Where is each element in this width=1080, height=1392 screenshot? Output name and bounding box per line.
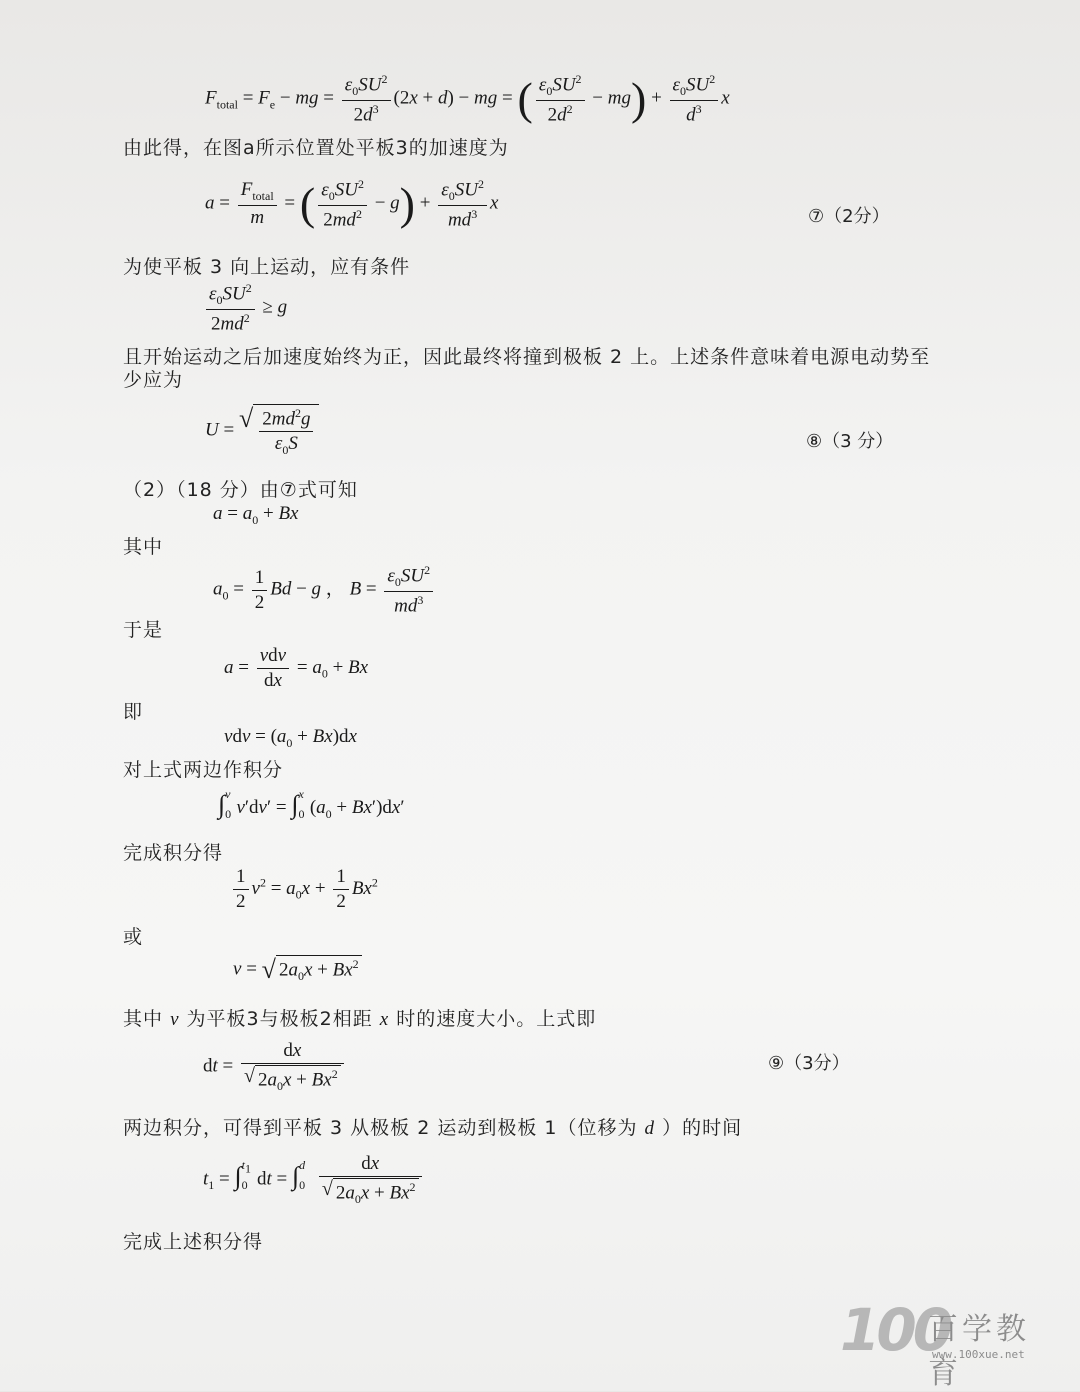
score-mark-9: ⑨（3分） [768,1053,850,1074]
equation-integral: $\int_0^vv'dv' = \int_0^x(a_0 + Bx')dx'$ [218,786,405,821]
text-segment: 两边积分，可得到平板 3 从极板 2 运动到极板 1（位移为 [123,1117,638,1139]
text-line [123,1004,596,1031]
equation-force-total: $F_{total} = F_e$ − mg = $\frac{\varepsilon_0SU^2}{2d^3}$ (2x + d) − mg = ( $\frac{\varepsilon_0SU^2}{2d^2}$ − mg) + $\frac{\varepsilon_0SU^2}{d^3}$ x [205,72,730,126]
var-x: x [379,1009,390,1030]
text-line [123,1113,742,1140]
var-v: v [170,1009,180,1030]
text-line: 由此得，在图a所示位置处平板3的加速度为 [123,137,509,159]
logo-name: 百学教育 [928,1312,1030,1391]
text-line: 完成上述积分得 [123,1231,264,1253]
text-line: （2）（18 分）由⑦式可知 [123,479,358,501]
equation-acceleration: a = $\frac{F_{total}}{m}$ = ( $\frac{\varepsilon_0SU^2}{2md^2}$ − g) + $\frac{\varepsilon_0SU^2}{md^3}$ x [205,177,499,231]
equation-differential: vdv = $(a_0 + Bx)dx$ [224,726,357,750]
text-segment: 时的速度大小。上式即 [396,1008,597,1030]
logo-url: www.100xue.net [932,1348,1025,1361]
watermark-logo [840,1296,1060,1391]
text-line: 其中 [123,536,164,558]
equation-condition: $\frac{\varepsilon_0SU^2}{2md^2}$ ≥ g [203,281,287,335]
text-line: 为使平板 3 向上运动，应有条件 [123,256,411,278]
score-mark-7: ⑦（2分） [808,206,890,227]
var-d: d [644,1118,656,1139]
equation-voltage: U = √ $\frac{2md^2g}{\varepsilon_0S}$ [205,404,319,458]
equation-velocity: v = √ $2a_0x + Bx^2$ [233,955,362,985]
text-line: 完成积分得 [123,842,224,864]
text-line: 于是 [123,619,164,641]
text-line: 少应为 [123,369,184,391]
equation-half-v2: $\frac{1}{2}$ $v^2 = a_0x$ + $\frac{1}{2}$ Bx$^2$ [230,866,378,913]
text-segment: 为平板3与极板2相距 [186,1008,373,1030]
equation-a0-B: $a_0$ = $\frac{1}{2}$ Bd − g ， B = $\frac{\varepsilon_0SU^2}{md^3}$ [213,563,436,617]
text-line: 且开始运动之后加速度始终为正，因此最终将撞到极板 2 上。上述条件意味着电源电动势至 [123,346,931,368]
equation-dt: dt = $\frac{dx}{√ 2a_0x + Bx^2}$ [203,1040,347,1094]
text-line: 或 [123,926,144,948]
text-segment: 其中 [123,1008,164,1030]
score-mark-8: ⑧（3 分） [806,431,894,452]
equation-t1: $t_1 = \int_0^{t_1}$ dt = $\int_0^d$ $\frac{dx}{√ 2a_0x + Bx^2}$ [203,1153,425,1207]
text-segment: ）的时间 [662,1117,743,1139]
text-line: 即 [123,701,144,723]
logo-number: 100 [840,1296,950,1364]
text-line: 对上式两边作积分 [123,759,284,781]
equation-vdv: a = $\frac{\text{vdv}}{dx}$ = $a_0 + Bx$ [224,645,369,691]
equation-a-linear: $a = a_0 + Bx$ [213,503,299,527]
